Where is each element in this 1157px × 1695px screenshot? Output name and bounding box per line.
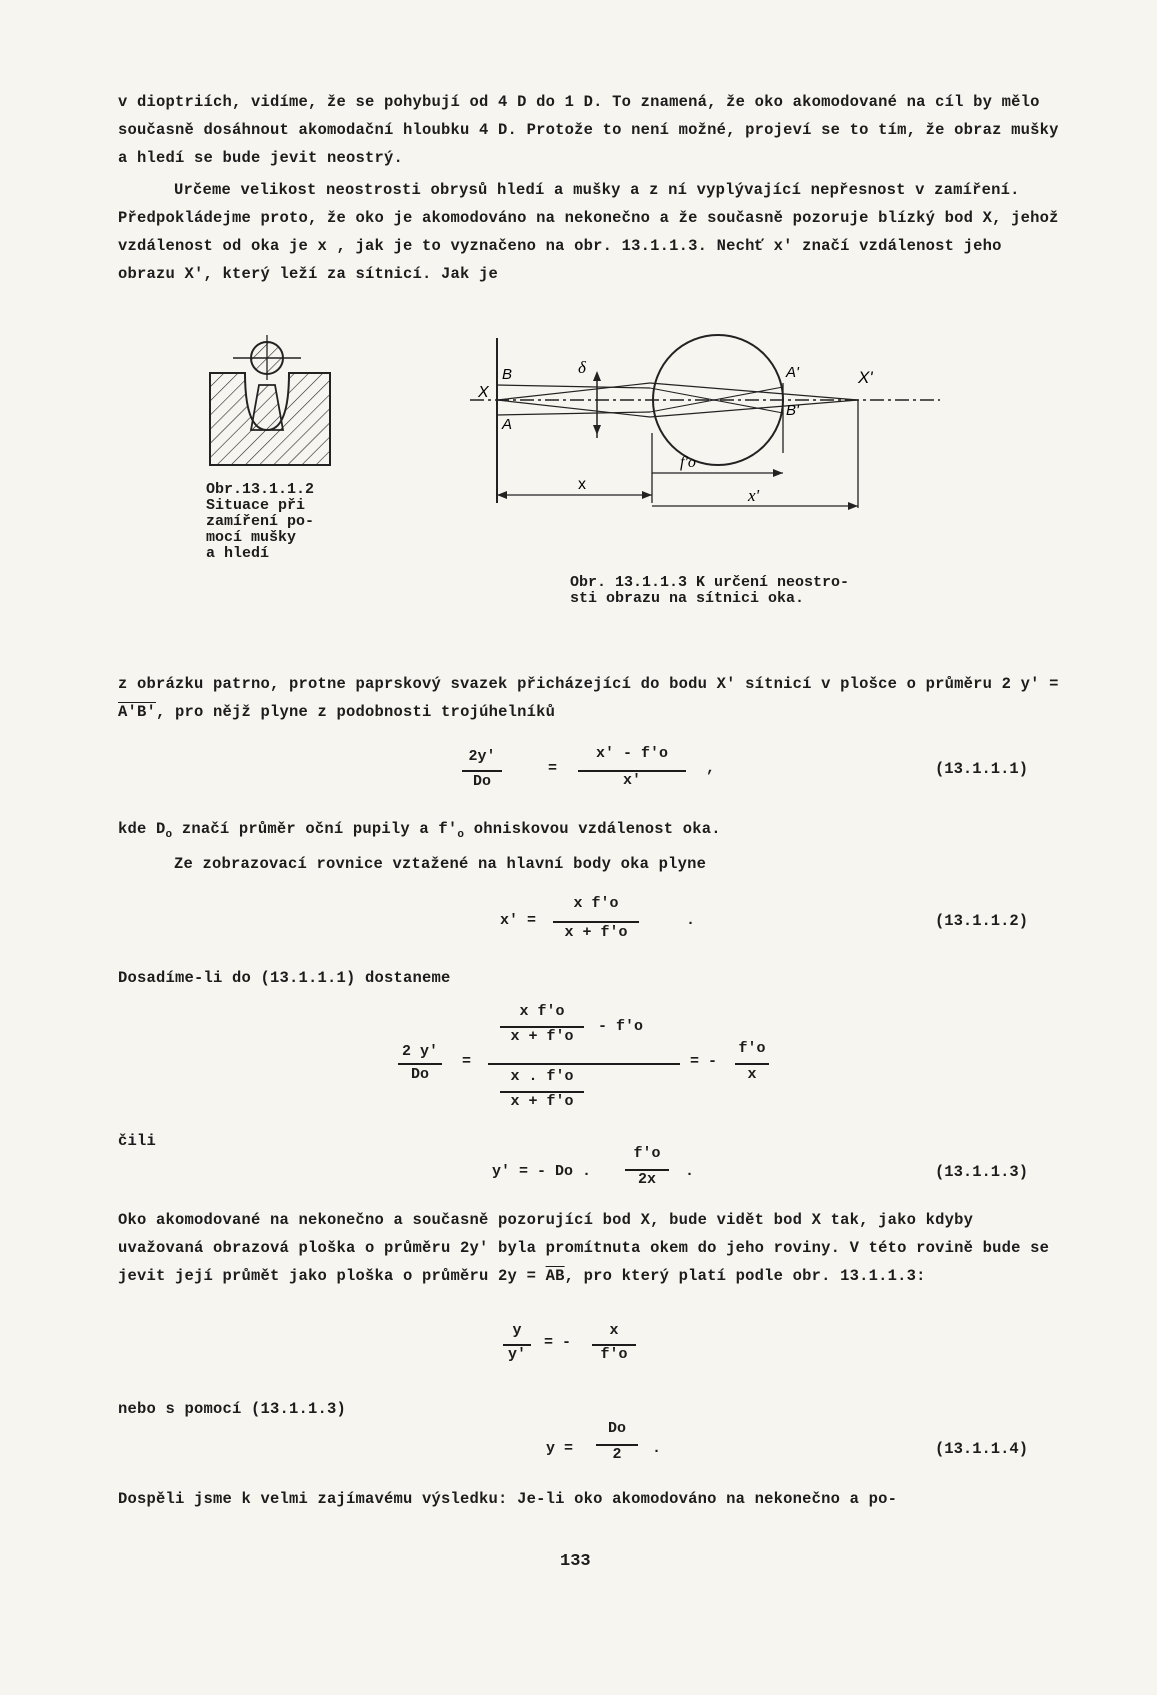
paragraph-8: Oko akomodované na nekonečno a současně pozorující bod X, bude vidět bod X tak, jako kdyby uvažovaná obrazová ploška o průměru 2y' byla promítnuta okem do jeho roviny. V této rovině bude se jevit její průmět jako ploška o průměru $2y = \overline{AB}$, pro který platí podle obr. 13.1.1.3: xyxy=(118,1211,1050,1285)
label-delta: δ xyxy=(578,358,586,377)
figure-eye-optics-diagram xyxy=(470,333,950,528)
figure-2-caption: Obr.13.1.1.2 Situace při zamíření po- mocí mušky a hledí xyxy=(206,481,315,562)
paragraph-10: Dospěli jsme k velmi zajímavému výsledku: Je-li oko akomodováno na nekonečno a po- xyxy=(118,1490,898,1508)
paragraph-4: kde $D_o$ značí průměr oční pupily a $f'_o$ ohniskovou vzdálenost oka. xyxy=(118,820,721,842)
label-A-prime: A' xyxy=(786,364,799,381)
document-page: v dioptriích, vidíme, že se pohybují od 4 D do 1 D. To znamená, že oko akomodované na cíl by mělo současně dosáhnout akomodační hloubku 4 D. Protože to není možné, projeví se to tím, že obraz mušky a hledí se bude jevit neostrý. Určeme velikost neostrosti obrysů hledí a mušky a z ní vyplývající nepřesnost v zamíření. Předpokládejme proto, že oko je akomodováno na nekonečno a že současně pozoruje blízký bod X, jehož vzdálenost od oka je x , jak je to vyznačeno na obr. 13.1.1.3. Nechť x' značí vzdálenost jeho obrazu X', který leží za sítnicí. Jak je Obr.13.1.1.2 Situace při zamíření po- mocí mušky a hledí X B A δ A' B' X' x f'o x' Obr. 13.1.1.3 K určení neostro- sti obrazu na sítnici oka. z obrázku patrno, protne paprskový svazek přicházející do bodu X' sítnicí v plošce o průměru 2 y' = A'B', pro nějž plyne z podobnosti trojúhelníků 2y' Do = x' - f'o x' , (13.1.1.1) kde $D_o$ značí průměr oční pupily a $f'_o$ ohniskovou vzdálenost oka. Ze zobrazovací rovnice vztažené na hlavní body oka plyne x' = x f'o x + f'o . (13.1.1.2) Dosadíme-li do (13.1.1.1) dostaneme 2 y' Do = x f'o x + f'o - f'o x . f'o x + f'o = - f'o x čili y' = - Do . f'o 2x . (13.1.1.3) Oko akomodované na nekonečno a současně pozorující bod X, bude vidět bod X tak, jako kdyby uvažovaná obrazová ploška o průměru 2y' byla promítnuta okem do jeho roviny. V této rovině bude se jevit její průmět jako ploška o průměru $2y = \overline{AB}$, pro který platí podle obr. 13.1.1.3: y y' = - x f'o nebo s pomocí (13.1.1.3) y = Do 2 . (13.1.1.4) Dospěli jsme k velmi zajímavému výsledku: Je-li oko akomodováno na nekonečno a po- 133 xyxy=(0,0,1157,1695)
label-B-prime: B' xyxy=(786,402,799,419)
label-X-prime: X' xyxy=(858,368,873,387)
paragraph-3: z obrázku patrno, protne paprskový svazek přicházející do bodu X' sítnicí v plošce o průměru 2 y' = A'B', pro nějž plyne z podobnosti trojúhelníků xyxy=(118,675,1059,721)
label-x-prime: x' xyxy=(748,486,760,505)
paragraph-2: Určeme velikost neostrosti obrysů hledí a mušky a z ní vyplývající nepřesnost v zamíření. Předpokládejme proto, že oko je akomodováno na nekonečno a že současně pozoruje blízký bod X, jehož vzdálenost od oka je x , jak je to vyznačeno na obr. 13.1.1.3. Nechť x' značí vzdálenost jeho obrazu X', který leží za sítnicí. Jak je xyxy=(118,181,1059,283)
page-number: 133 xyxy=(560,1552,591,1571)
paragraph-5: Ze zobrazovací rovnice vztažené na hlavní body oka plyne xyxy=(174,855,707,873)
label-f0: f'o xyxy=(680,454,696,471)
paragraph-1: v dioptriích, vidíme, že se pohybují od 4 D do 1 D. To znamená, že oko akomodované na cíl by mělo současně dosáhnout akomodační hloubku 4 D. Protože to není možné, projeví se to tím, že obraz mušky a hledí se bude jevit neostrý. xyxy=(118,93,1059,167)
paragraph-6: Dosadíme-li do (13.1.1.1) dostaneme xyxy=(118,969,451,987)
label-x: x xyxy=(578,476,586,493)
figure-front-sight-diagram xyxy=(205,335,345,470)
label-A: A xyxy=(502,416,513,433)
label-B: B xyxy=(502,366,513,383)
figure-3-caption: Obr. 13.1.1.3 K určení neostro- sti obrazu na sítnici oka. xyxy=(570,574,850,607)
paragraph-9: nebo s pomocí (13.1.1.3) xyxy=(118,1400,347,1418)
label-X: X xyxy=(478,384,489,401)
paragraph-7: čili xyxy=(118,1132,157,1150)
